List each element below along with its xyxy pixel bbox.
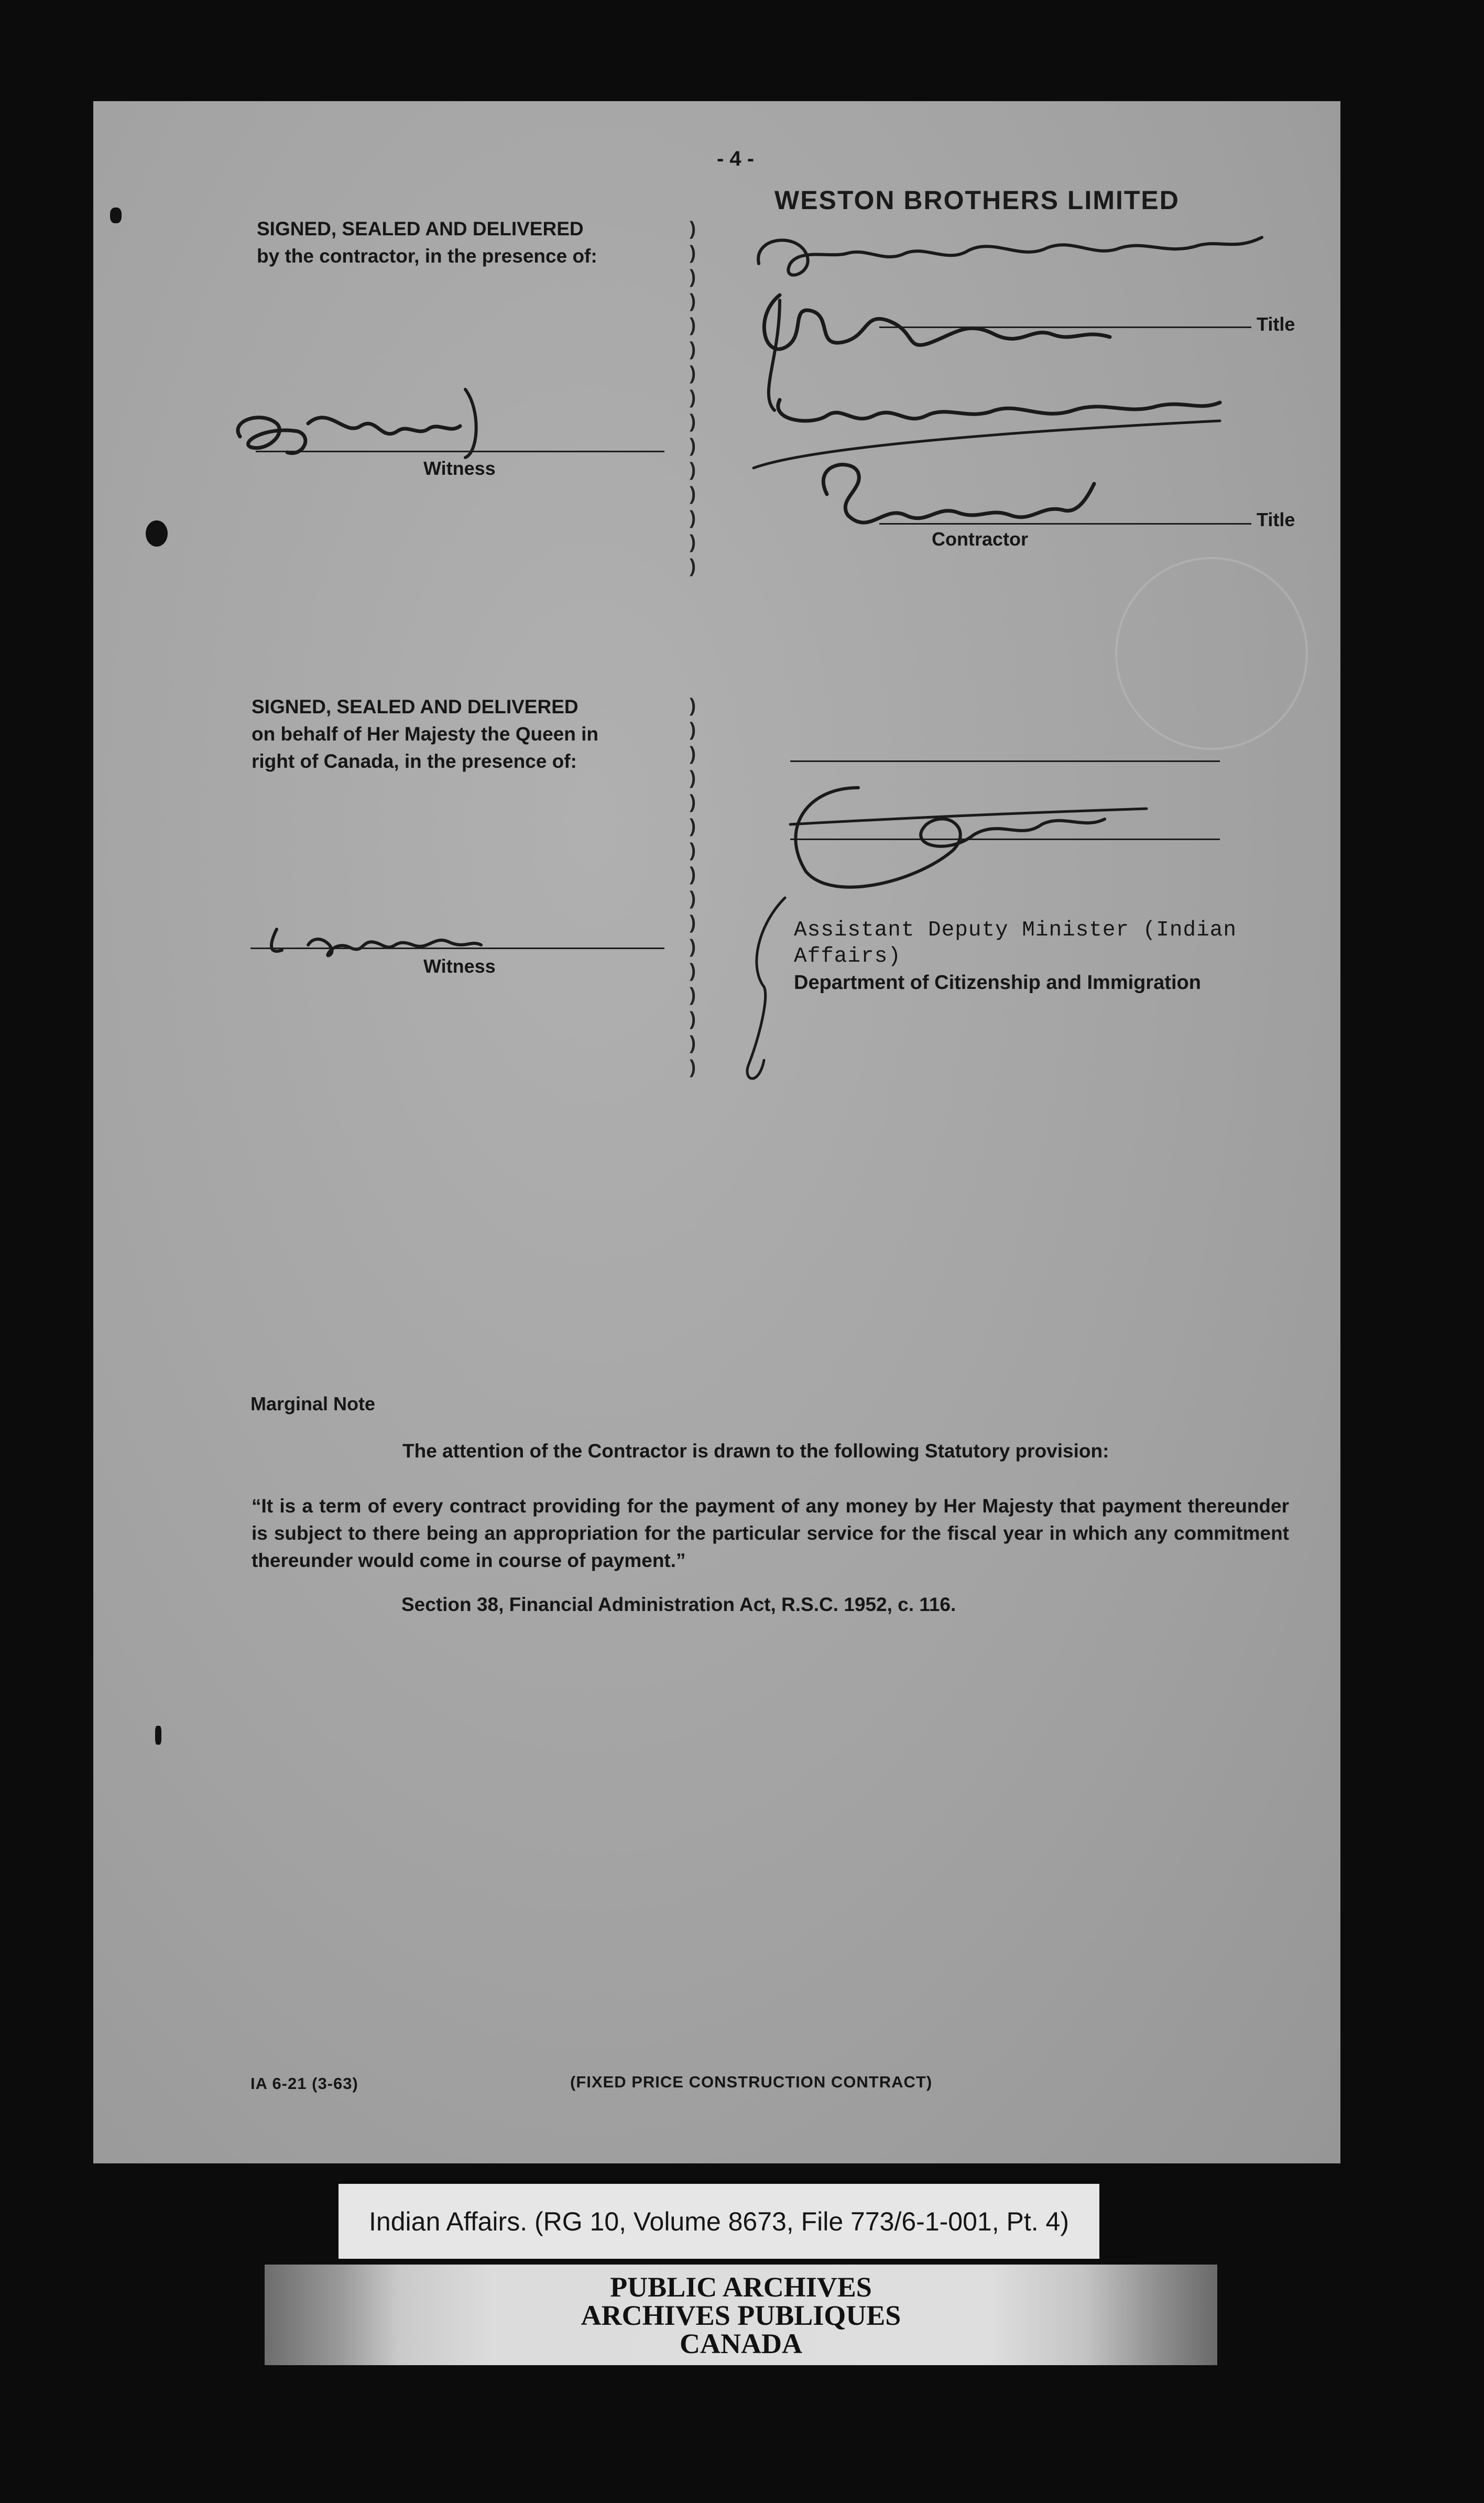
- crown-line-3: right of Canada, in the presence of:: [252, 750, 577, 772]
- document-page: [93, 101, 1340, 2163]
- page-number: - 4 -: [717, 147, 755, 170]
- title-2-line: [879, 523, 1251, 525]
- official-title: Assistant Deputy Minister (Indian Affairs): [794, 918, 1237, 968]
- bracket-column-2: ) ) ) ) ) ) ) ) ) ) ) ) ) ) ) ): [690, 694, 696, 1078]
- contractor-sign-block: [257, 215, 676, 270]
- marginal-note-title: Marginal Note: [250, 1393, 376, 1414]
- crown-line-2: on behalf of Her Majesty the Queen in: [252, 723, 598, 745]
- witness-2-label: Witness: [423, 955, 496, 977]
- stamp-line-1: PUBLIC ARCHIVES: [610, 2271, 872, 2303]
- contractor-label: Contractor: [932, 528, 1029, 550]
- title-1-label: Title: [1257, 313, 1295, 335]
- contract-type: (FIXED PRICE CONSTRUCTION CONTRACT): [570, 2073, 933, 2091]
- title-1-line: [879, 327, 1251, 328]
- contractor-heading: SIGNED, SEALED AND DELIVERED: [257, 218, 584, 240]
- witness-1-label: Witness: [423, 458, 496, 479]
- official-title-block: [794, 917, 1339, 996]
- bracket-column-1: ) ) ) ) ) ) ) ) ) ) ) ) ) ) ): [690, 217, 696, 576]
- stamp-line-3: CANADA: [680, 2328, 802, 2359]
- witness-2-line: [250, 948, 664, 949]
- ink-mark: [155, 1726, 161, 1745]
- hole-mark: [146, 520, 168, 547]
- witness-1-line: [256, 451, 664, 452]
- archive-stamp: [265, 2265, 1217, 2365]
- company-seal: [1115, 557, 1308, 750]
- marginal-note-intro: The attention of the Contractor is drawn to the following Statutory provision:: [402, 1440, 1109, 1462]
- contractor-signatures: [748, 222, 1298, 547]
- department-name: Department of Citizenship and Immigration: [794, 972, 1201, 994]
- punch-mark: [110, 208, 122, 223]
- title-2-label: Title: [1257, 509, 1295, 530]
- stamp-line-2: ARCHIVES PUBLIQUES: [581, 2300, 901, 2331]
- statutory-quote: “It is a term of every contract providing for the payment of any money by Her Majesty that payment thereunder is subject to there being an appropriation for the particular service for the fiscal year in which any commitment thereunder would come in course of payment.”: [252, 1495, 1289, 1571]
- archive-caption: Indian Affairs. (RG 10, Volume 8673, File 773/6-1-001, Pt. 4): [339, 2184, 1099, 2259]
- crown-heading: SIGNED, SEALED AND DELIVERED: [252, 696, 579, 717]
- form-number: IA 6-21 (3-63): [250, 2074, 358, 2093]
- contractor-subheading: by the contractor, in the presence of:: [257, 245, 597, 267]
- company-name: WESTON BROTHERS LIMITED: [774, 186, 1180, 215]
- crown-sign-block: [252, 693, 671, 775]
- official-line-top: [790, 760, 1220, 762]
- statutory-citation: Section 38, Financial Administration Act, R.S.C. 1952, c. 116.: [401, 1594, 956, 1615]
